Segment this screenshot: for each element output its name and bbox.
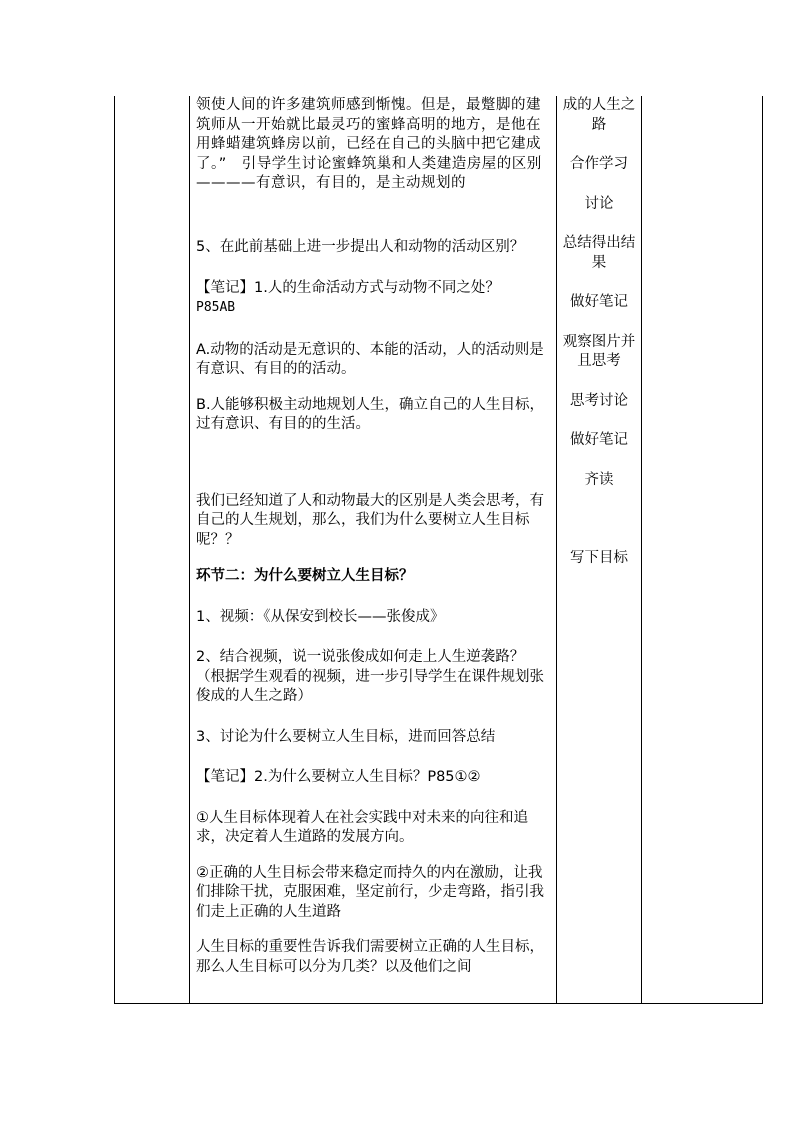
note-1-page-ref: P85AB — [196, 300, 236, 315]
paragraph-video: 1、视频：《从保安到校长——张俊成》 — [196, 608, 445, 625]
paragraph-reason-1: ①人生目标体现着人在社会实践中对未来的向往和追求，决定着人生道路的发展方向。 — [196, 809, 528, 845]
table-col-divider-3 — [641, 96, 642, 1004]
teaching-content-column — [196, 96, 552, 977]
paragraph-note-2: 【笔记】2.为什么要树立人生目标？P85①② — [196, 769, 481, 785]
note-1-title: 【笔记】1.人的生命活动方式与动物不同之处？ — [196, 279, 500, 296]
paragraph-point-b: B.人能够积极主动地规划人生，确立自己的人生目标，过有意识、有目的的生活。 — [196, 396, 545, 432]
activity-discuss: 讨论 — [584, 195, 614, 212]
section-two-heading: 环节二：为什么要树立人生目标？ — [196, 568, 414, 584]
paragraph-discussion-3: 3、讨论为什么要树立人生目标，进而回答总结 — [196, 728, 496, 745]
activity-observe-pictures: 观察图片并且思考 — [562, 333, 636, 369]
activity-take-notes-2: 做好笔记 — [570, 432, 628, 448]
student-activity-column — [560, 96, 638, 569]
table-border-right — [762, 96, 763, 1004]
paragraph-note-1 — [196, 279, 552, 318]
paragraph-target-types: 人生目标的重要性告诉我们需要树立正确的人生目标，那么人生目标可以分为几类？以及他们之间 — [196, 939, 544, 975]
paragraph-bee-quote: 领使人间的许多建筑师感到惭愧。但是，最蹩脚的建筑师从一开始就比最灵巧的蜜蜂高明的地方，是他在用蜂蜡建筑蜂房以前，已经在自己的头脑中把它建成了。” 引导学生讨论蜜蜂筑巢和人类建造房屋的区别————有意识，有目的，是主动规划的 — [196, 97, 542, 191]
activity-summarize: 总结得出结果 — [562, 235, 636, 271]
paragraph-transition: 我们已经知道了人和动物最大的区别是人类会思考，有自己的人生规划，那么，我们为什么要树立人生目标呢？？ — [196, 492, 544, 548]
activity-read-aloud: 齐读 — [584, 471, 614, 488]
activity-write-goal: 写下目标 — [570, 550, 628, 566]
activity-cooperative-learning: 合作学习 — [570, 156, 628, 172]
activity-take-notes-1: 做好笔记 — [570, 294, 628, 310]
paragraph-point-a: A.动物的活动是无意识的、本能的活动，人的活动则是有意识、有目的的活动。 — [196, 341, 544, 377]
table-col-divider-2 — [556, 96, 557, 1004]
table-border-left — [114, 96, 115, 1004]
table-bottom-border — [114, 1003, 763, 1004]
paragraph-question-5: 5、在此前基础上进一步提出人和动物的活动区别？ — [196, 239, 525, 255]
table-col-divider-1 — [189, 96, 190, 1004]
activity-think-discuss: 思考讨论 — [570, 392, 628, 409]
paragraph-reason-2: ②正确的人生目标会带来稳定而持久的内在激励，让我们排除干扰，克服困难，坚定前行，少走弯路，指引我们走上正确的人生道路 — [196, 864, 544, 920]
paragraph-video-discussion: 2、结合视频，说一说张俊成如何走上人生逆袭路？（根据学生观看的视频，进一步引导学生在课件规划张俊成的人生之路） — [196, 649, 544, 704]
activity-plan-path: 成的人生之路 — [562, 97, 636, 133]
